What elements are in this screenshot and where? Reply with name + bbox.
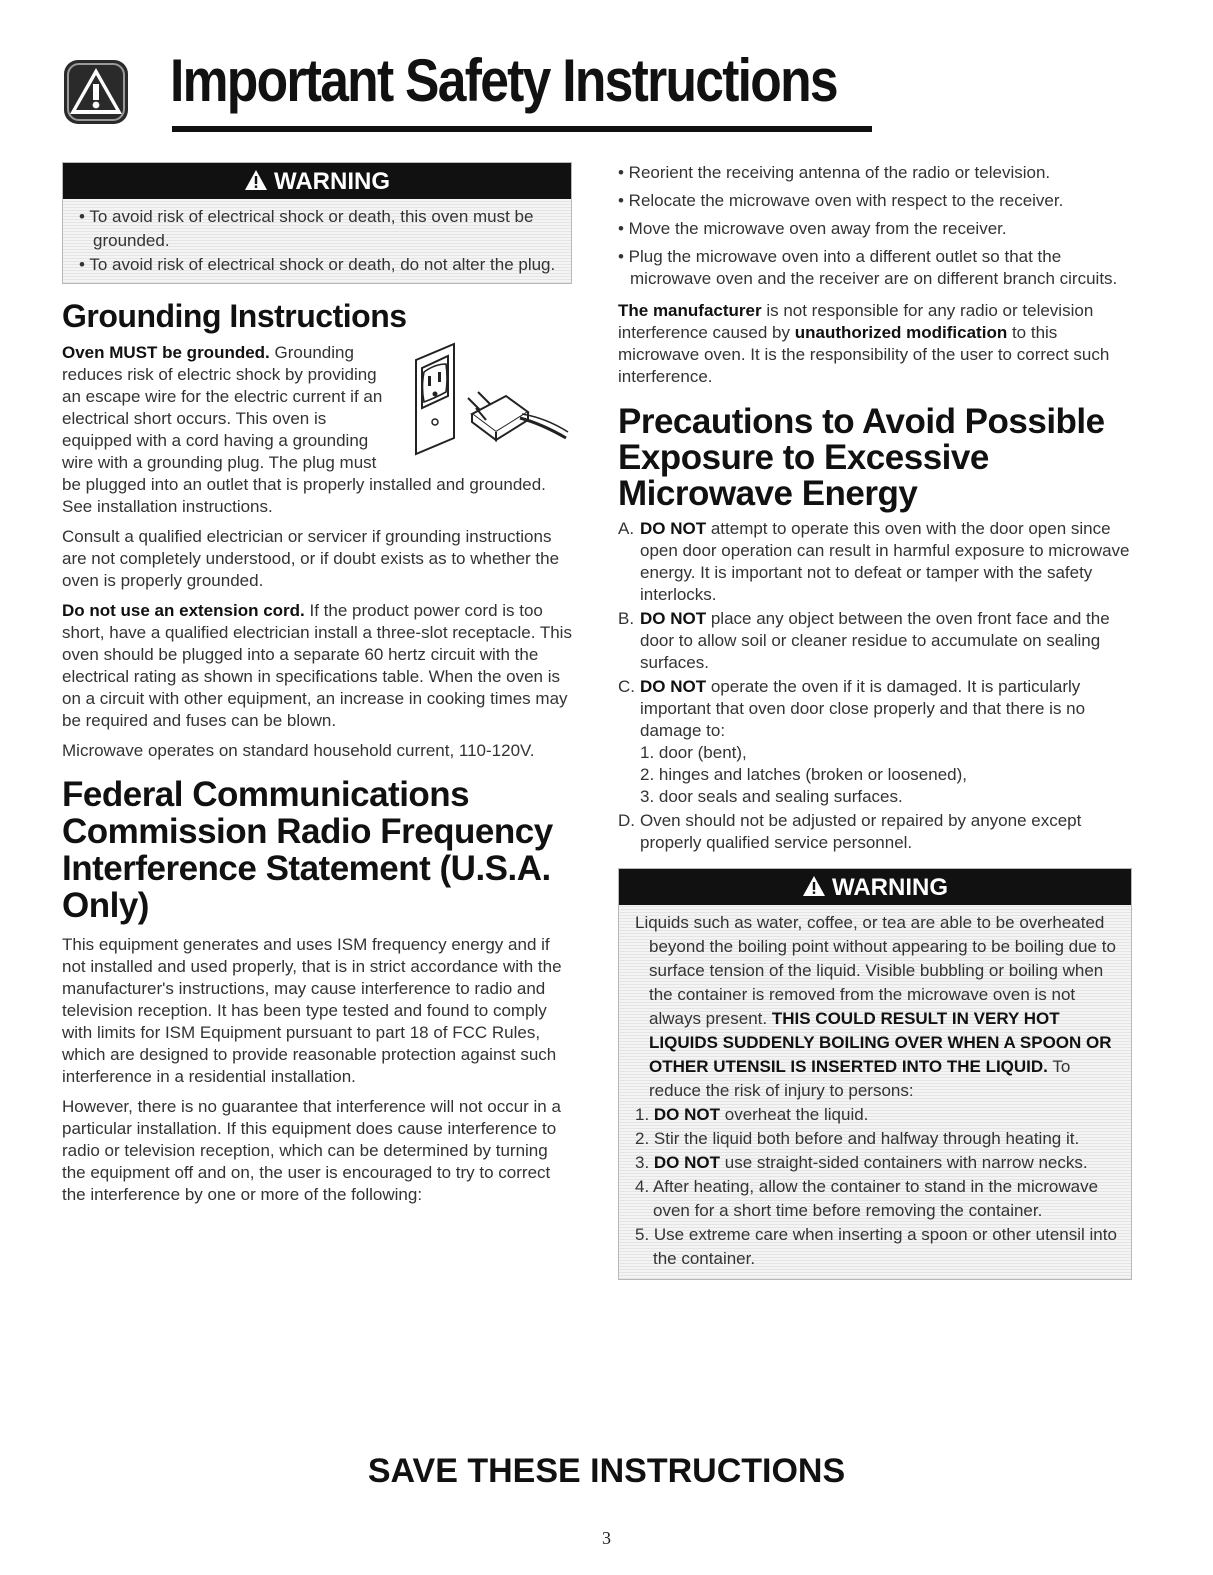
warning-body [619, 905, 1131, 1279]
damage-item: 3. door seals and sealing surfaces. [640, 787, 903, 806]
fcc-bullet: • Relocate the microwave oven with respect to the receiver. [618, 191, 1064, 210]
damage-item: 1. door (bent), [640, 743, 747, 762]
damage-item: 2. hinges and latches (broken or loosened), [640, 765, 967, 784]
grounding-paragraph: Oven MUST be grounded. Grounding reduces risk of electric shock by providing an escape wire for the electric current if an electrical short occurs. This oven is equipped with a cord having a grounding wire with a grounding plug. The plug must be plugged into an outlet that is properly installed and grounded. See installation instructions. [62, 343, 546, 516]
precaution-item: B. DO NOT place any object between the oven front face and the door to allow soil or cleaner residue to accumulate on sealing surfaces. [618, 609, 1110, 672]
fcc-paragraph: However, there is no guarantee that interference will not occur in a particular installation. If this equipment does cause interference to radio or television reception, which can be determined by turning the equipment off and on, the user is encouraged to try to correct the interference by one or more of the following: [62, 1097, 561, 1204]
save-instructions-banner: SAVE THESE INSTRUCTIONS [367, 1452, 846, 1490]
warning-label: WARNING [274, 168, 390, 195]
warning-paragraph: Liquids such as water, coffee, or tea are able to be overheated beyond the boiling point without appearing to be boiling due to surface tension of the liquid. Visible bubbling or boiling when the container is removed from the microwave oven is not always present. THIS COULD RESULT IN VERY HOT LIQUIDS SUDDENLY BOILING OVER WHEN A SPOON OR OTHER UTENSIL IS INSERTED INTO THE LIQUID. To reduce the risk of injury to persons: [635, 913, 1116, 1100]
precautions-heading: Precautions to Avoid Possible Exposure to Excessive Microwave Energy [618, 402, 1105, 513]
warning-step: 3. DO NOT use straight-sided containers with narrow necks. [635, 1153, 1088, 1172]
grounding-paragraph: Microwave operates on standard household current, 110-120V. [62, 741, 535, 760]
grounding-paragraph: Do not use an extension cord. If the product power cord is too short, have a qualified electrician install a three-slot receptacle. This oven should be plugged into a separate 60 hertz circuit with the electrical rating as shown in specifications table. When the oven is on a circuit with other equipment, an increase in cooking times may be required and fuses can be blown. [62, 601, 572, 730]
damage-list [640, 742, 1132, 808]
warning-header [619, 869, 1131, 905]
warning-step: 4. After heating, allow the container to stand in the microwave oven for a short time before removing the container. [635, 1177, 1099, 1220]
fcc-bullet: • Move the microwave oven away from the receiver. [618, 219, 1007, 238]
warning-step: 1. DO NOT overheat the liquid. [635, 1105, 869, 1124]
precaution-item: C. DO NOT operate the oven if it is damaged. It is particularly important that oven door close properly and that there is no damage to: 1. door (bent), 2. hinges and latches (broken or loosened), 3. door seals and sealing surfaces. [618, 676, 1132, 808]
warning-step: 2. Stir the liquid both before and halfway through heating it. [635, 1129, 1080, 1148]
warning-triangle-icon [62, 58, 130, 126]
right-column [618, 162, 1132, 1280]
page-title: Important Safety Instructions [170, 47, 837, 114]
warning-header [63, 163, 571, 199]
warning-item: • To avoid risk of electrical shock or death, this oven must be grounded. [79, 207, 534, 250]
precaution-item: D. Oven should not be adjusted or repaired by anyone except properly qualified service personnel. [618, 811, 1082, 852]
warning-box-grounding [62, 162, 572, 284]
title-underline [172, 126, 872, 132]
warning-label: WARNING [832, 874, 948, 901]
warning-steps [635, 1103, 1119, 1271]
fcc-heading: Federal Communications Commission Radio Frequency Interference Statement (U.S.A. Only) [62, 775, 553, 925]
grounding-heading: Grounding Instructions [62, 298, 407, 334]
warning-step: 5. Use extreme care when inserting a spoon or other utensil into the container. [635, 1225, 1117, 1268]
precautions-list [618, 518, 1132, 854]
warning-item: • To avoid risk of electrical shock or death, do not alter the plug. [79, 255, 556, 274]
warning-triangle-icon [802, 875, 826, 897]
fcc-bullet: • Plug the microwave oven into a different outlet so that the microwave oven and the receiver are on different branch circuits. [618, 247, 1118, 288]
page-number: 3 [602, 1528, 611, 1548]
grounded-outlet-plug-illustration [402, 342, 572, 460]
fcc-paragraph: This equipment generates and uses ISM frequency energy and if not installed and used properly, that is in strict accordance with the manufacturer's instructions, may cause interference to radio and television reception. It has been type tested and found to comply with limits for ISM Equipment pursuant to part 18 of FCC Rules, which are designed to provide reasonable protection against such interference in a residential installation. [62, 935, 562, 1086]
page-header [62, 40, 837, 132]
warning-box-liquids [618, 868, 1132, 1280]
left-column [62, 162, 572, 1214]
warning-triangle-icon [244, 169, 268, 191]
warning-body [63, 199, 571, 283]
grounding-paragraph: Consult a qualified electrician or servicer if grounding instructions are not completely understood, or if doubt exists as to whether the oven is properly grounded. [62, 527, 560, 590]
precaution-item: A. DO NOT attempt to operate this oven with the door open since open door operation can result in harmful exposure to microwave energy. It is important not to defeat or tamper with the safety interlocks. [618, 519, 1130, 604]
fcc-responsibility: The manufacturer is not responsible for any radio or television interference caused by unauthorized modification to this microwave oven. It is the responsibility of the user to correct such interference. [618, 301, 1110, 386]
grounding-section [62, 342, 572, 762]
fcc-bullet: • Reorient the receiving antenna of the radio or television. [618, 163, 1051, 182]
